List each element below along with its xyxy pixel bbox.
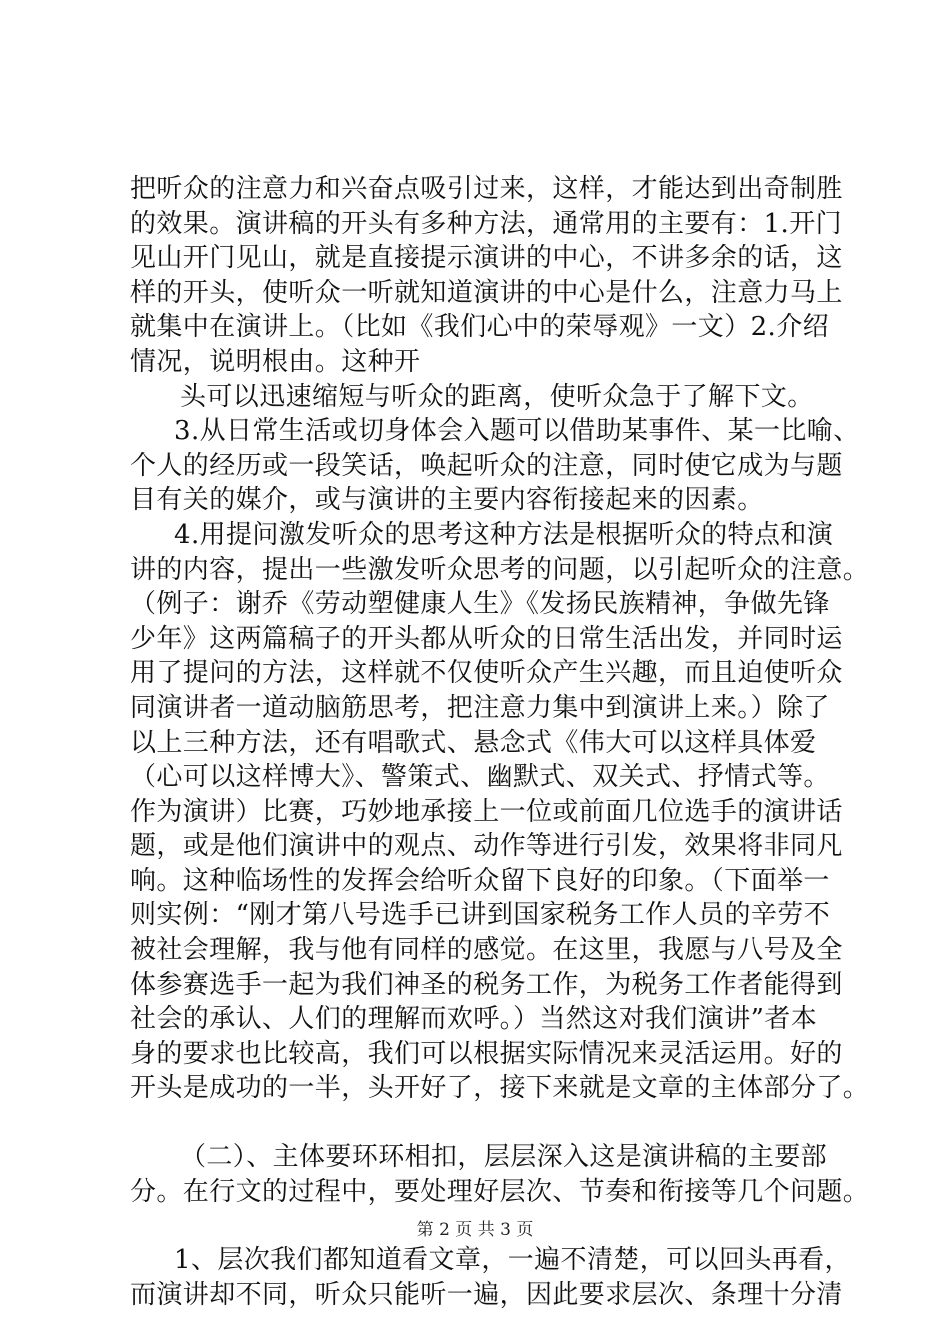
text-line: 讲的内容，提出一些激发听众思考的问题，以引起听众的注意。 <box>130 554 870 585</box>
text-line: 体参赛选手一起为我们神圣的税务工作，为税务工作者能得到 <box>130 969 843 1000</box>
text-line: （心可以这样博大》、警策式、幽默式、双关式、抒情式等。 <box>130 762 830 793</box>
paragraph-gap <box>130 1106 830 1140</box>
text-line: 目有关的媒介，或与演讲的主要内容衔接起来的因素。 <box>130 485 764 516</box>
text-line: 3.从日常生活或切身体会入题可以借助某事件、某一比喻、 <box>174 416 860 447</box>
body-text <box>130 172 870 1312</box>
text-line: 把听众的注意力和兴奋点吸引过来，这样，才能达到出奇制胜 <box>130 174 843 204</box>
text-line: 而演讲却不同，听众只能听一遍，因此要求层次、条理十分清 <box>130 1279 843 1310</box>
text-line: 作为演讲）比赛，巧妙地承接上一位或前面几位选手的演讲话 <box>130 796 843 827</box>
text-line: 见山开门见山，就是直接提示演讲的中心，不讲多余的话，这 <box>130 243 843 274</box>
text-line: 样的开头，使听众一听就知道演讲的中心是什么，注意力马上 <box>130 277 843 308</box>
text-line: 则实例：“刚才第八号选手已讲到国家税务工作人员的辛劳不 <box>130 900 831 931</box>
text-line: 情况，说明根由。这种开 <box>130 346 421 377</box>
page-number-footer: 第 2 页 共 3 页 <box>416 1220 534 1240</box>
text-line: 响。这种临场性的发挥会给听众留下良好的印象。（下面举一 <box>130 865 830 896</box>
text-line: 同演讲者一道动脑筋思考，把注意力集中到演讲上来。）除了 <box>130 692 830 723</box>
text-line: 用了提问的方法，这样就不仅使听众产生兴趣，而且迫使听众 <box>130 658 843 689</box>
text-line: 题，或是他们演讲中的观点、动作等进行引发，效果将非同凡 <box>130 831 843 862</box>
text-line: 头可以迅速缩短与听众的距离，使听众急于了解下文。 <box>180 381 814 412</box>
text-line: 1、层次我们都知道看文章，一遍不清楚，可以回头再看， <box>174 1245 851 1276</box>
text-line: 4.用提问激发听众的思考这种方法是根据听众的特点和演 <box>174 519 834 550</box>
text-line: 被社会理解，我与他有同样的感觉。在这里，我愿与八号及全 <box>130 935 843 966</box>
text-line: 社会的承认、人们的理解而欢呼。）当然这对我们演讲”者本 <box>130 1004 818 1035</box>
text-line: 的效果。演讲稿的开头有多种方法，通常用的主要有：1.开门 <box>130 208 843 239</box>
text-line: （二）、主体要环环相扣，层层深入这是演讲稿的主要部 <box>180 1142 828 1173</box>
text-line: 开头是成功的一半，头开好了，接下来就是文章的主体部分了。 <box>130 1073 870 1104</box>
text-line: 就集中在演讲上。（比如《我们心中的荣辱观》一文）2.介绍 <box>130 312 830 343</box>
text-line: 个人的经历或一段笑话，唤起听众的注意，同时使它成为与题 <box>130 450 843 481</box>
text-line: 分。在行文的过程中，要处理好层次、节奏和衔接等几个问题。 <box>130 1176 870 1207</box>
text-line: 以上三种方法，还有唱歌式、悬念式《伟大可以这样具体爱 <box>130 727 817 758</box>
text-line: 身的要求也比较高，我们可以根据实际情况来灵活运用。好的 <box>130 1038 843 1069</box>
text-line: （例子：谢乔《劳动塑健康人生》《发扬民族精神，争做先锋 <box>130 589 830 620</box>
text-line: 少年》这两篇稿子的开头都从听众的日常生活出发，并同时运 <box>130 623 843 654</box>
